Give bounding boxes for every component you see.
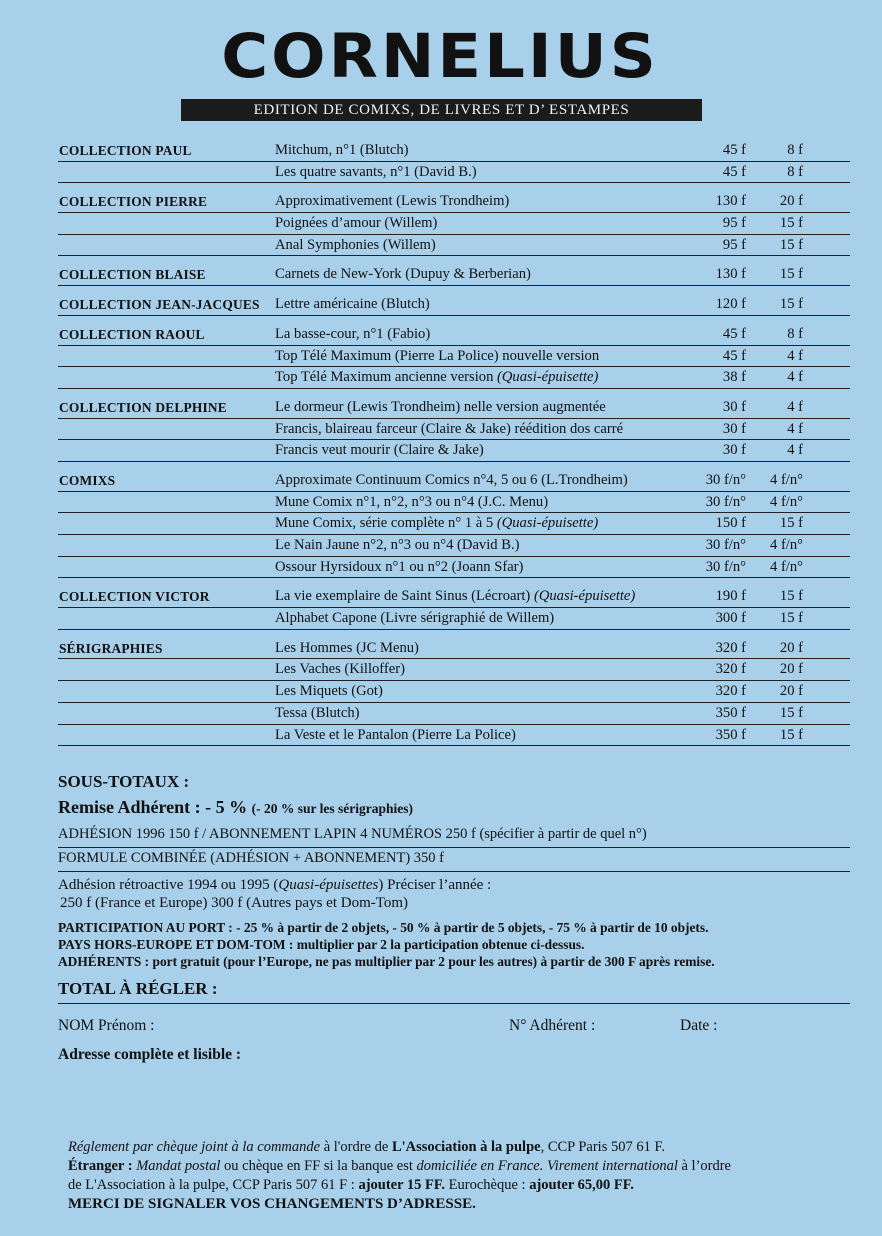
item-shipping: 4 f [787, 420, 803, 437]
footer-association: L'Association à la pulpe [391, 1139, 541, 1155]
catalog-row [58, 535, 850, 557]
item-availability-note: (Quasi-épuisette) [496, 515, 599, 532]
item-shipping: 8 f [787, 325, 803, 342]
item-price: 45 f [722, 142, 746, 158]
footer-domiciled: domiciliée en France. [416, 1158, 544, 1174]
address-label: Adresse complète et lisible : [58, 1046, 242, 1063]
catalog-row [58, 703, 850, 725]
catalog-row [58, 140, 850, 162]
collection-group [58, 638, 850, 746]
item-title-text: Francis veut mourir (Claire & Jake) [275, 442, 484, 459]
item-price: 30 f [722, 398, 746, 415]
item-price: 130 f [715, 266, 746, 283]
item-price: 95 f [722, 236, 746, 253]
collection-name: COMIXS [59, 472, 116, 488]
item-shipping: 20 f [779, 683, 803, 700]
item-price: 45 f [722, 347, 746, 364]
item-title [275, 610, 554, 627]
item-price: 190 f [715, 588, 746, 605]
catalog-row [58, 235, 850, 257]
item-shipping: 20 f [779, 639, 803, 656]
item-shipping: 15 f [779, 588, 803, 605]
shipping-info [58, 919, 850, 970]
item-shipping: 8 f [787, 163, 803, 180]
footer-text: ou chèque en FF si la banque est [220, 1158, 417, 1174]
catalog-row [58, 213, 850, 235]
item-price: 95 f [722, 215, 746, 232]
item-title-text: Tessa (Blutch) [275, 704, 360, 721]
total-to-pay: TOTAL À RÉGLER : [58, 979, 850, 1004]
collection-name: COLLECTION RAOUL [59, 326, 205, 342]
item-shipping: 20 f [779, 661, 803, 678]
collection-name: COLLECTION JEAN-JACQUES [59, 297, 260, 313]
catalog-row [58, 397, 850, 419]
collection-name: SÉRIGRAPHIES [59, 640, 163, 656]
item-price: 45 f [722, 163, 746, 180]
item-price: 350 f [715, 726, 746, 743]
member-discount-label: Remise Adhérent : - 5 % [58, 797, 248, 817]
catalog-row [58, 492, 850, 514]
item-price: 30 f [722, 442, 746, 459]
item-title [275, 421, 623, 438]
item-title-text: Top Télé Maximum ancienne version [275, 369, 498, 386]
item-shipping: 15 f [779, 215, 803, 232]
item-title-text: Top Télé Maximum (Pierre La Police) nouvelle version [275, 347, 600, 364]
retro-line-2: 250 f (France et Europe) 300 f (Autres pays et Dom-Tom) [60, 895, 409, 911]
item-price: 30 f/n° [705, 537, 746, 553]
footer-text: à l’ordre [677, 1158, 731, 1174]
catalog-table [58, 140, 850, 754]
date-label: Date : [680, 1017, 718, 1034]
footer-line-2 [68, 1157, 848, 1176]
item-shipping: 15 f [779, 236, 803, 253]
item-shipping: 15 f [779, 296, 803, 313]
item-title [275, 683, 383, 700]
collection-group [58, 324, 850, 389]
item-price: 320 f [715, 661, 746, 678]
item-shipping: 4 f [787, 442, 803, 459]
item-price: 300 f [715, 610, 746, 627]
item-price: 350 f [715, 704, 746, 721]
item-title-text: Poignées d’amour (Willem) [275, 215, 438, 232]
footer-add-15: ajouter 15 FF. [358, 1177, 446, 1193]
footer-money-order: Mandat postal [136, 1158, 221, 1174]
catalog-row [58, 586, 850, 608]
collection-name: COLLECTION PAUL [59, 143, 192, 158]
catalog-row [58, 419, 850, 441]
item-title-text: La basse-cour, n°1 (Fabio) [275, 325, 431, 342]
item-title-text: Mune Comix n°1, n°2, n°3 ou n°4 (J.C. Menu) [275, 493, 549, 510]
item-title [275, 727, 516, 744]
payment-footer [68, 1138, 848, 1214]
member-discount [58, 797, 850, 818]
item-title-text: Mitchum, n°1 (Blutch) [275, 142, 409, 158]
customer-name-row [58, 1016, 850, 1040]
item-title-text: La vie exemplaire de Saint Sinus (Lécroart) [275, 588, 534, 605]
item-shipping: 15 f [779, 610, 803, 627]
item-availability-note: (Quasi-épuisette) [497, 369, 599, 386]
collection-group [58, 294, 850, 316]
item-title [275, 515, 598, 532]
collection-group [58, 191, 850, 256]
item-title-text: Carnets de New-York (Dupuy & Berberian) [275, 266, 531, 283]
footer-text: à l'ordre de [320, 1139, 392, 1155]
item-title-text: Approximate Continuum Comics n°4, 5 ou 6 (L.Trondheim) [275, 471, 628, 488]
catalog-row [58, 191, 850, 213]
item-title [275, 193, 509, 210]
footer-foreign: Étranger : [68, 1158, 137, 1174]
footer-text: de L'Association à la pulpe, CCP Paris 507 61 F : [68, 1177, 359, 1193]
item-price: 30 f/n° [705, 558, 746, 575]
item-title-text: Ossour Hyrsidoux n°1 ou n°2 (Joann Sfar) [275, 558, 524, 575]
retro-text-c: ) Préciser l’année : [378, 877, 492, 893]
item-price: 45 f [722, 325, 746, 342]
item-title [275, 705, 360, 722]
collection-group [58, 140, 850, 183]
item-title [275, 588, 635, 605]
retroactive-membership [58, 876, 850, 912]
item-title [275, 399, 606, 416]
item-price: 150 f [715, 515, 746, 532]
item-shipping: 15 f [779, 266, 803, 283]
item-title-text: Le dormeur (Lewis Trondheim) nelle version augmentée [275, 398, 606, 415]
item-title-text: Les Miquets (Got) [275, 683, 383, 700]
item-price: 320 f [715, 683, 746, 700]
item-shipping: 4 f/n° [770, 493, 803, 510]
item-title [275, 164, 477, 181]
cornelius-logo: CORNELIUS [221, 21, 659, 93]
catalog-row [58, 725, 850, 747]
item-shipping: 20 f [779, 193, 803, 210]
item-availability-note: (Quasi-épuisette) [533, 588, 636, 605]
item-title [275, 472, 628, 489]
item-price: 30 f [722, 420, 746, 437]
catalog-row [58, 659, 850, 681]
item-price: 120 f [715, 296, 746, 313]
collection-group [58, 264, 850, 286]
catalog-row [58, 681, 850, 703]
item-shipping: 15 f [779, 726, 803, 743]
item-title [275, 442, 484, 459]
item-title-text: La Veste et le Pantalon (Pierre La Police) [275, 726, 516, 743]
item-title [275, 494, 548, 511]
shipping-line-3: ADHÉRENTS : port gratuit (pour l’Europe, ne pas multiplier par 2 pour les autres) à partir de 300 F après remise. [58, 954, 715, 969]
combined-formula-line: FORMULE COMBINÉE (ADHÉSION + ABONNEMENT) 350 f [58, 850, 850, 872]
item-shipping: 4 f/n° [770, 471, 803, 488]
catalog-row [58, 264, 850, 286]
item-title-text: Le Nain Jaune n°2, n°3 ou n°4 (David B.) [275, 537, 520, 553]
catalog-row [58, 346, 850, 368]
catalog-row [58, 324, 850, 346]
item-title [275, 215, 437, 232]
collection-group [58, 397, 850, 462]
item-title [275, 266, 531, 283]
catalog-row [58, 440, 850, 462]
item-title-text: Lettre américaine (Blutch) [275, 296, 430, 313]
catalog-row [58, 367, 850, 389]
item-title [275, 142, 409, 159]
retro-text-a: Adhésion rétroactive 1994 ou 1995 ( [58, 877, 279, 893]
shipping-line-2: PAYS HORS-EUROPE ET DOM-TOM : multiplier par 2 la participation obtenue ci-dessus. [58, 937, 585, 952]
item-shipping: 4 f [787, 347, 803, 364]
item-price: 30 f/n° [705, 471, 746, 488]
item-price: 320 f [715, 639, 746, 656]
item-shipping: 4 f [787, 398, 803, 415]
catalog-row [58, 557, 850, 579]
retro-line-1 [58, 876, 850, 894]
collection-name: COLLECTION PIERRE [59, 194, 208, 210]
item-title-text: Anal Symphonies (Willem) [275, 236, 436, 253]
item-title [275, 348, 599, 365]
footer-payment-cheque: Réglement par chèque joint à la commande [68, 1139, 321, 1155]
item-title-text: Les Hommes (JC Menu) [275, 639, 419, 656]
item-title [275, 640, 419, 657]
collection-name: COLLECTION BLAISE [59, 267, 206, 283]
item-title [275, 237, 436, 254]
footer-line-3 [68, 1176, 848, 1195]
catalog-row [58, 470, 850, 492]
footer-add-65: ajouter 65,00 FF. [529, 1177, 634, 1193]
member-discount-note: (- 20 % sur les sérigraphies) [251, 801, 414, 816]
item-shipping: 4 f/n° [770, 558, 803, 575]
item-shipping: 8 f [787, 142, 803, 158]
item-title-text: Approximativement (Lewis Trondheim) [275, 193, 510, 210]
item-title-text: Les Vaches (Killoffer) [275, 661, 405, 678]
item-shipping: 15 f [779, 515, 803, 532]
item-price: 30 f/n° [705, 493, 746, 510]
catalog-row [58, 162, 850, 184]
item-title [275, 326, 430, 343]
publisher-tagline: EDITION DE COMIXS, DE LIVRES ET D’ ESTAMPES [181, 99, 702, 121]
item-title [275, 537, 519, 554]
shipping-line-1: PARTICIPATION AU PORT : - 25 % à partir de 2 objets, - 50 % à partir de 5 objets, - 75 % à partir de 10 objets. [58, 920, 709, 935]
item-price: 38 f [722, 369, 746, 386]
collection-name: COLLECTION VICTOR [59, 589, 210, 605]
collection-group [58, 586, 850, 629]
item-shipping: 15 f [779, 704, 803, 721]
item-title-text: Les quatre savants, n°1 (David B.) [275, 163, 477, 180]
retro-text-b: Quasi-épuisettes [278, 877, 379, 893]
item-title-text: Mune Comix, série complète n° 1 à 5 [275, 515, 497, 532]
item-shipping: 4 f [787, 369, 803, 386]
name-field-label: NOM Prénom : [58, 1017, 155, 1034]
membership-line: ADHÉSION 1996 150 f / ABONNEMENT LAPIN 4 NUMÉROS 250 f (spécifier à partir de quel n°) [58, 826, 850, 848]
footer-line-1 [68, 1138, 848, 1157]
item-title [275, 661, 405, 678]
footer-address-change-notice: MERCI DE SIGNALER VOS CHANGEMENTS D’ADRESSE. [68, 1196, 476, 1212]
item-title [275, 369, 598, 386]
collection-group [58, 470, 850, 578]
item-title-text: Alphabet Capone (Livre sérigraphié de Willem) [275, 610, 555, 627]
catalog-row [58, 638, 850, 660]
item-price: 130 f [715, 193, 746, 210]
catalog-row [58, 608, 850, 630]
catalog-row [58, 294, 850, 316]
collection-name: COLLECTION DELPHINE [59, 399, 227, 415]
item-title-text: Francis, blaireau farceur (Claire & Jake) réédition dos carré [275, 420, 624, 437]
item-shipping: 4 f/n° [770, 537, 803, 553]
footer-ccp: , CCP Paris 507 61 F. [540, 1139, 665, 1155]
footer-transfer: Virement international [543, 1158, 678, 1174]
member-number-label: N° Adhérent : [509, 1017, 596, 1034]
item-title [275, 559, 523, 576]
subtotals-label: SOUS-TOTAUX : [58, 772, 190, 791]
catalog-row [58, 513, 850, 535]
footer-eurocheque: Eurochèque : [445, 1177, 530, 1193]
item-title [275, 296, 430, 313]
